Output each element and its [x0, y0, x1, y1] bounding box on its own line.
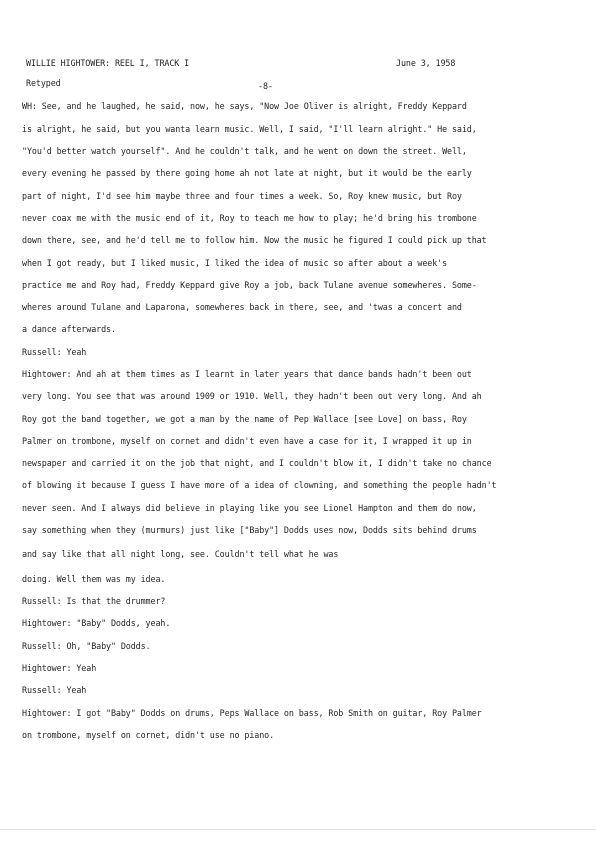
transcript-line: is alright, he said, but you wanta learn music. Well, I said, "I'll learn alright." He said, [22, 124, 477, 134]
transcript-line: say something when they (murmurs) just like ["Baby"] Dodds uses now, Dodds sits behind drums [22, 525, 477, 535]
transcript-line: on trombone, myself on cornet, didn't use no piano. [22, 730, 275, 740]
transcript-line: "You'd better watch yourself". And he couldn't talk, and he went on down the street. Well, [22, 146, 467, 156]
page-bottom-edge [0, 829, 596, 830]
transcript-line: every evening he passed by there going home ah not late at night, but it would be the early [22, 168, 472, 178]
transcript-line: Hightower: Yeah [22, 663, 97, 673]
transcript-line: practice me and Roy had, Freddy Keppard give Roy a job, back Tulane avenue somewheres. Some- [22, 280, 477, 290]
header-date: June 3, 1958 [396, 58, 456, 68]
transcript-line: part of night, I'd see him maybe three and four times a week. So, Roy knew music, but Roy [22, 191, 462, 201]
transcript-line: of blowing it because I guess I have more of a idea of clowning, and something the people hadn't [22, 480, 497, 490]
transcript-line: very long. You see that was around 1909 or 1910. Well, they hadn't been out very long. And ah [22, 391, 482, 401]
transcript-line: wheres around Tulane and Laparona, somewheres back in there, see, and 'twas a concert and [22, 302, 462, 312]
transcript-line: Palmer on trombone, myself on cornet and didn't even have a case for it, I wrapped it up in [22, 436, 472, 446]
transcript-line: doing. Well them was my idea. [22, 574, 166, 584]
transcript-line: Russell: Yeah [22, 685, 87, 695]
transcript-line: never seen. And I always did believe in playing like you see Lionel Hampton and them do now, [22, 503, 477, 513]
transcript-line: newspaper and carried it on the job that night, and I couldn't blow it, I didn't take no chance [22, 458, 492, 468]
transcript-line: when I got ready, but I liked music, I liked the idea of music so after about a week's [22, 258, 448, 268]
retyped-note: Retyped [26, 78, 61, 88]
transcript-line: Hightower: I got "Baby" Dodds on drums, Peps Wallace on bass, Rob Smith on guitar, Roy Palmer [22, 708, 482, 718]
transcript-line: and say like that all night long, see. Couldn't tell what he was [22, 549, 339, 559]
transcript-line: a dance afterwards. [22, 324, 116, 334]
transcript-line: Russell: Is that the drummer? [22, 596, 166, 606]
transcript-line: never coax me with the music end of it, Roy to teach me how to play; he'd bring his trombone [22, 213, 477, 223]
transcript-line: Russell: Yeah [22, 347, 87, 357]
transcript-line: down there, see, and he'd tell me to follow him. Now the music he figured I could pick up that [22, 235, 487, 245]
header-title: WILLIE HIGHTOWER: REEL I, TRACK I [26, 58, 190, 68]
transcript-line: WH: See, and he laughed, he said, now, he says, "Now Joe Oliver is alright, Freddy Keppard [22, 101, 467, 111]
transcript-line: Roy got the band together, we got a man by the name of Pep Wallace [see Love] on bass, Roy [22, 414, 467, 424]
page-number: -8- [258, 81, 273, 91]
transcript-line: Hightower: "Baby" Dodds, yeah. [22, 618, 171, 628]
transcript-line: Russell: Oh, "Baby" Dodds. [22, 641, 151, 651]
transcript-line: Hightower: And ah at them times as I learnt in later years that dance bands hadn't been out [22, 369, 472, 379]
